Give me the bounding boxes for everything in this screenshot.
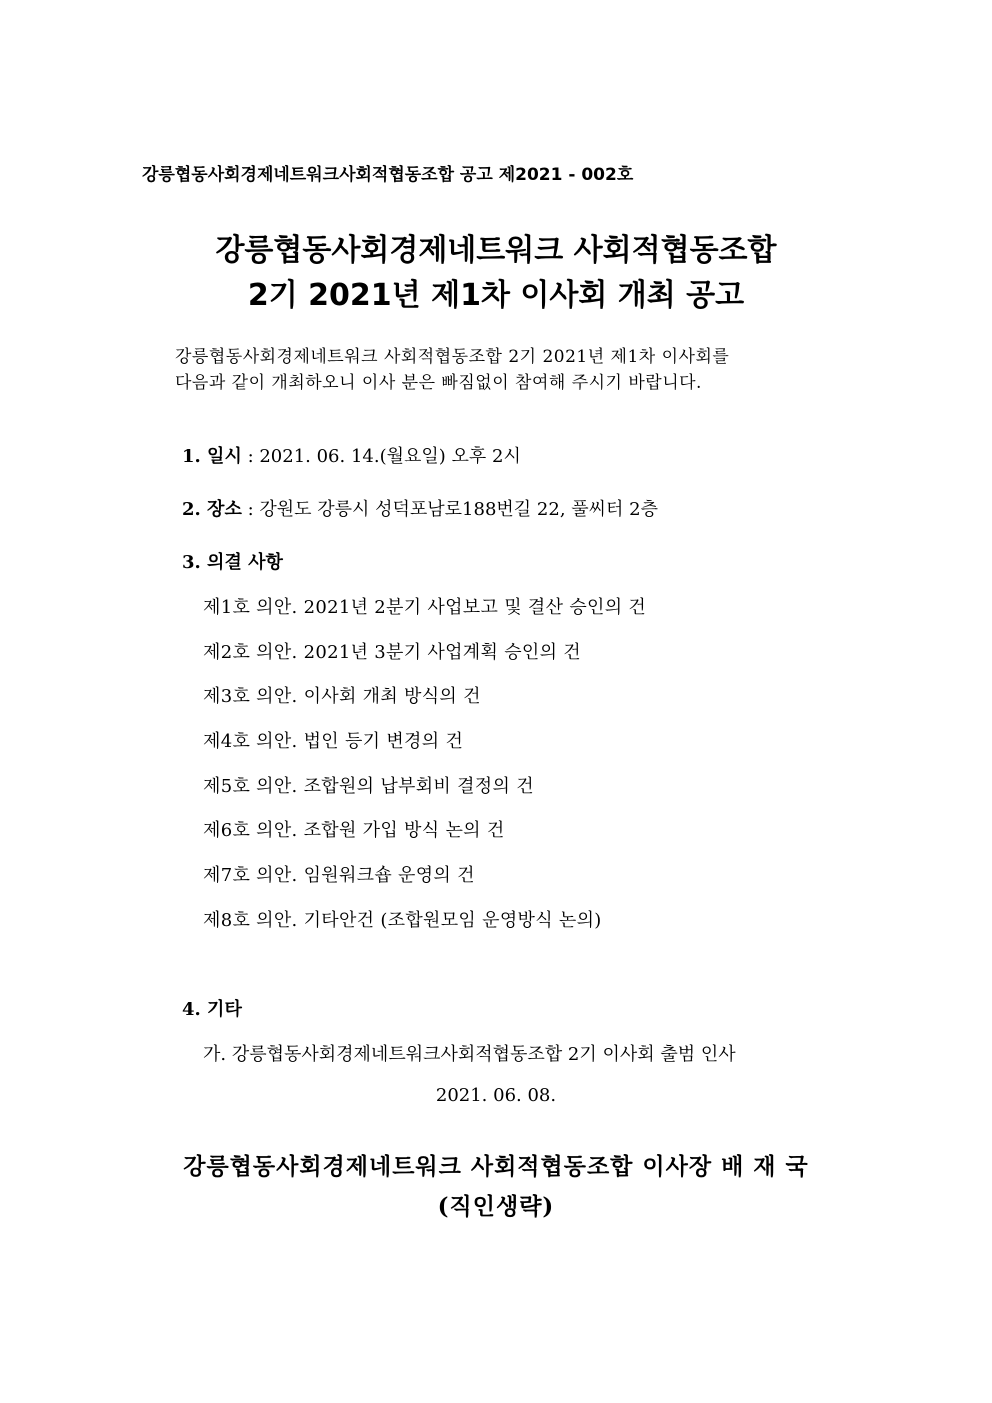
agenda-item: 제2호 의안. 2021년 3분기 사업계획 승인의 건: [203, 642, 581, 663]
section-place-value: : 강원도 강릉시 성덕포남로188번길 22, 풀씨터 2층: [241, 499, 658, 520]
document-title-line2: 2기 2021년 제1차 이사회 개최 공고: [247, 278, 745, 313]
agenda-item: 제3호 의안. 이사회 개최 방식의 건: [203, 686, 481, 707]
seal-note: (직인생략): [437, 1193, 555, 1220]
section-place-label: 2. 장소: [182, 499, 242, 520]
agenda-item: 제6호 의안. 조합원 가입 방식 논의 건: [203, 820, 505, 841]
notice-date: 2021. 06. 08.: [435, 1085, 557, 1106]
section-agenda-label: 3. 의결 사항: [182, 552, 283, 573]
intro-line1: 강릉협동사회경제네트워크 사회적협동조합 2기 2021년 제1차 이사회를: [175, 347, 730, 367]
signer: 강릉협동사회경제네트워크 사회적협동조합 이사장 배 재 국: [183, 1153, 809, 1180]
section-other: [182, 995, 242, 1021]
agenda-item: 제1호 의안. 2021년 2분기 사업보고 및 결산 승인의 건: [203, 597, 647, 618]
section-datetime-label: 1. 일시: [182, 446, 242, 467]
agenda-item: 제5호 의안. 조합원의 납부회비 결정의 건: [203, 776, 534, 797]
section-agenda: [182, 548, 283, 574]
section-datetime-value: : 2021. 06. 14.(월요일) 오후 2시: [241, 446, 521, 467]
section-place: [182, 495, 658, 521]
section-other-label: 4. 기타: [182, 999, 242, 1020]
section-datetime: [182, 442, 521, 468]
document-title-line1: 강릉협동사회경제네트워크 사회적협동조합: [215, 233, 777, 268]
notice-number: 강릉협동사회경제네트워크사회적협동조합 공고 제2021 - 002호: [142, 165, 634, 185]
agenda-item: 제4호 의안. 법인 등기 변경의 건: [203, 731, 464, 752]
intro-line2: 다음과 같이 개최하오니 이사 분은 빠짐없이 참여해 주시기 바랍니다.: [175, 373, 702, 393]
agenda-item: 제7호 의안. 임원워크숍 운영의 건: [203, 865, 475, 886]
section-other-item: 가. 강릉협동사회경제네트워크사회적협동조합 2기 이사회 출범 인사: [203, 1044, 736, 1065]
agenda-item: 제8호 의안. 기타안건 (조합원모임 운영방식 논의): [203, 910, 602, 931]
